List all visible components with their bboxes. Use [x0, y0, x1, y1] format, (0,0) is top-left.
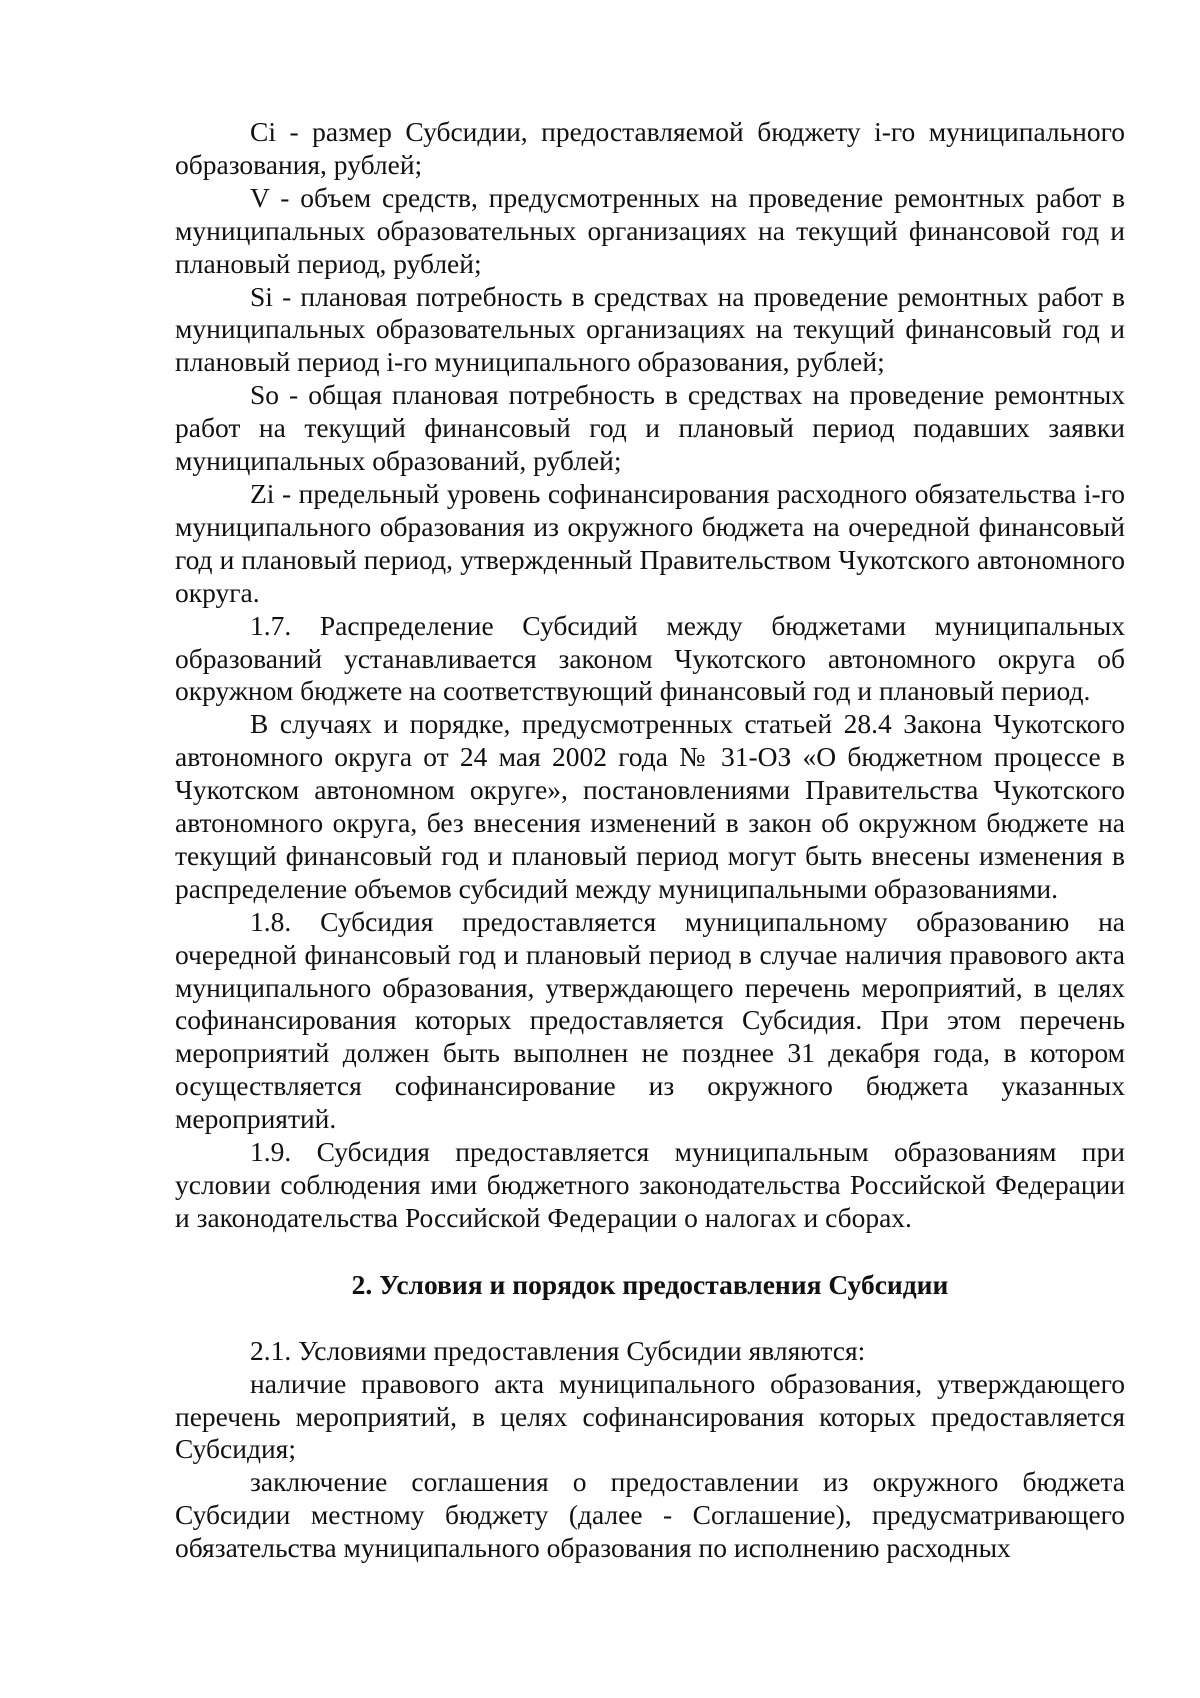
paragraph-1-8: 1.8. Субсидия предоставляется муниципальному образованию на очередной финансовый год и плановый период в случае наличия правового акта муниципального образования, утверждающего перечень мероприятий, в целях софинансирования которых предоставляется Субсидия. При этом перечень мероприятий должен быть выполнен не позднее 31 декабря года, в котором осуществляется софинансирование из окружного бюджета указанных мероприятий.	[175, 905, 1125, 1135]
paragraph-1-7: 1.7. Распределение Субсидий между бюджетами муниципальных образований устанавливается законом Чукотского автономного округа об окружном бюджете на соответствующий финансовый год и плановый период.	[175, 609, 1125, 707]
paragraph-1-7-changes: В случаях и порядке, предусмотренных статьей 28.4 Закона Чукотского автономного округа от 24 мая 2002 года № 31-ОЗ «О бюджетном процессе в Чукотском автономном округе», постановлениями Правительства Чукотского автономного округа, без внесения изменений в закон об окружном бюджете на текущий финансовый год и плановый период могут быть внесены изменения в распределение объемов субсидий между муниципальными образованиями.	[175, 708, 1125, 904]
paragraph-v-definition: V - объем средств, предусмотренных на проведение ремонтных работ в муниципальных образовательных организациях на текущий финансовой год и плановый период, рублей;	[175, 181, 1125, 279]
paragraph-si-definition: Si - плановая потребность в средствах на проведение ремонтных работ в муниципальных образовательных организациях на текущий финансовый год и плановый период i-го муниципального образования, рублей;	[175, 280, 1125, 378]
paragraph-2-1-condition-legal-act: наличие правового акта муниципального образования, утверждающего перечень мероприятий, в целях софинансирования которых предоставляется Субсидия;	[175, 1367, 1125, 1465]
paragraph-zi-definition: Zi - предельный уровень софинансирования расходного обязательства i-го муниципального образования из окружного бюджета на очередной финансовый год и плановый период, утвержденный Правительством Чукотского автономного округа.	[175, 477, 1125, 608]
paragraph-so-definition: So - общая плановая потребность в средствах на проведение ремонтных работ на текущий финансовый год и плановый период подавших заявки муниципальных образований, рублей;	[175, 379, 1125, 477]
paragraph-2-1: 2.1. Условиями предоставления Субсидии являются:	[250, 1334, 866, 1366]
section-heading: 2. Условия и порядок предоставления Субсидии	[351, 1268, 949, 1300]
document-page	[175, 116, 1125, 1565]
paragraph-2-1-condition-agreement: заключение соглашения о предоставлении из окружного бюджета Субсидии местному бюджету (далее - Соглашение), предусматривающего обязательства муниципального образования по исполнению расходных	[175, 1466, 1125, 1564]
paragraph-1-9: 1.9. Субсидия предоставляется муниципальным образованиям при условии соблюдения ими бюджетного законодательства Российской Федерации и законодательства Российской Федерации о налогах и сборах.	[175, 1136, 1125, 1233]
paragraph-ci-definition: Ci - размер Субсидии, предоставляемой бюджету i-го муниципального образования, рублей;	[175, 116, 1125, 180]
